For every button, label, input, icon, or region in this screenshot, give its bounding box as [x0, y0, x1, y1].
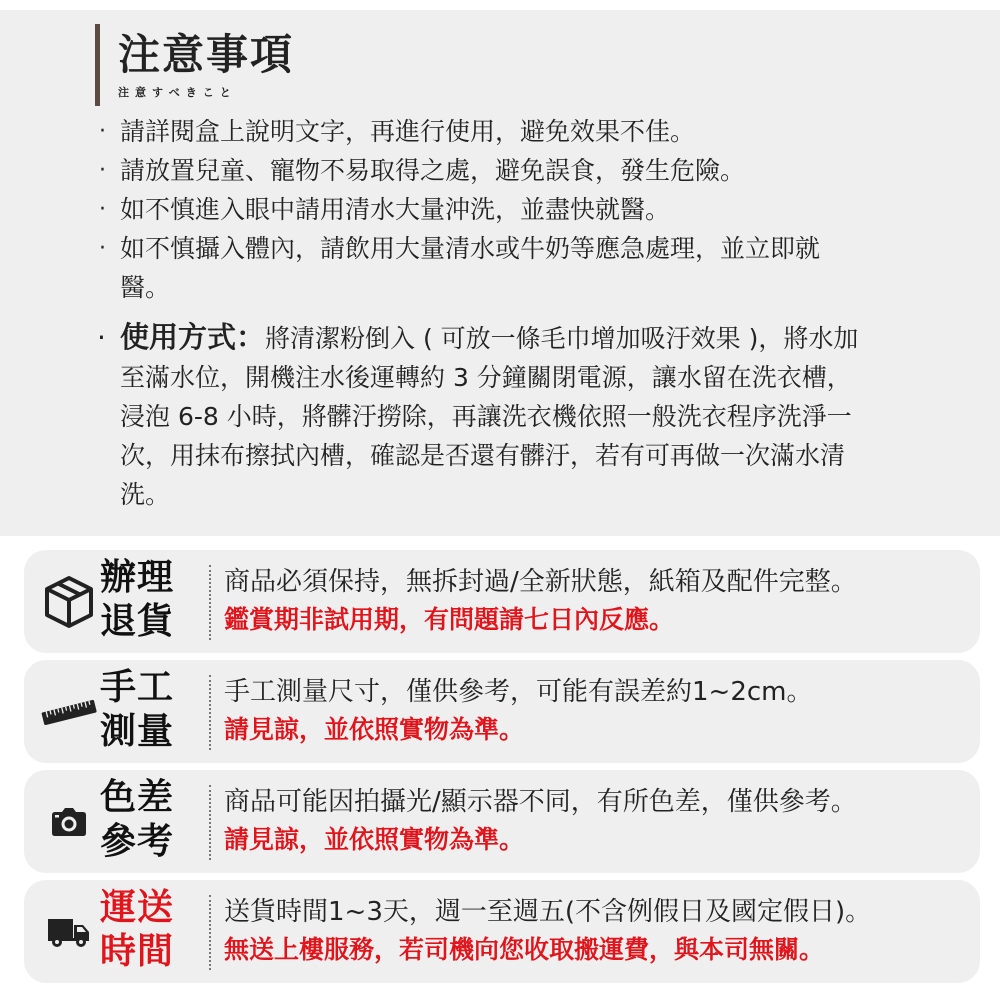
list-item [94, 190, 914, 229]
card-description: 送貨時間1~3天，週一至週五(不含例假日及國定假日)。 [224, 897, 872, 927]
notice-title: 注意事項 [118, 30, 295, 79]
bullet-dot: · [99, 119, 106, 144]
card-divider [209, 785, 211, 860]
bullet-dot: · [99, 158, 106, 183]
list-item-text: 如不慎進入眼中請用清水大量沖洗，並盡快就醫。 [120, 195, 671, 224]
list-item [94, 151, 914, 190]
color-difference-card [24, 770, 980, 873]
notice-list [94, 112, 914, 514]
card-warning: 鑑賞期非試用期，有問題請七日內反應。 [224, 605, 675, 634]
title-accent-bar [95, 24, 100, 106]
usage-label: 使用方式： [120, 320, 266, 354]
card-description: 商品必須保持，無拆封過/全新狀態，紙箱及配件完整。 [224, 567, 857, 597]
list-item-text: 請詳閱盒上說明文字，再進行使用，避免效果不佳。 [120, 117, 696, 146]
card-divider [209, 895, 211, 970]
card-category-label: 手工 測量 [100, 667, 175, 752]
returns-card [24, 550, 980, 653]
card-divider [209, 675, 211, 750]
card-description: 商品可能因拍攝光/顯示器不同，有所色差，僅供參考。 [224, 787, 857, 817]
notice-subtitle: 注意すべきこと [118, 86, 237, 99]
card-warning: 請見諒，並依照實物為準。 [224, 715, 525, 744]
delivery-card [24, 880, 980, 983]
card-category-label: 運送 時間 [100, 887, 175, 972]
box-icon [34, 573, 104, 631]
bullet-dot: · [97, 321, 106, 354]
list-item-text: 請放置兒童、寵物不易取得之處，避免誤食，發生危險。 [120, 156, 746, 185]
camera-icon [34, 793, 104, 851]
truck-icon [34, 903, 104, 961]
bullet-dot: · [99, 197, 106, 222]
card-warning: 無送上樓服務，若司機向您收取搬運費，與本司無關。 [224, 935, 825, 964]
list-item-text: 如不慎攝入體內，請飲用大量清水或牛奶等應急處理，並立即就醫。 [120, 234, 821, 302]
card-warning: 請見諒，並依照實物為準。 [224, 825, 525, 854]
list-item [94, 229, 840, 307]
measurement-card [24, 660, 980, 763]
bullet-dot: · [99, 236, 106, 261]
ruler-icon [34, 683, 104, 741]
card-description: 手工測量尺寸，僅供參考，可能有誤差約1~2cm。 [224, 677, 813, 707]
card-category-label: 色差 參考 [100, 777, 175, 862]
usage-text: 將清潔粉倒入 ( 可放一條毛巾增加吸汙效果 )，將水加至滿水位，開機注水後運轉約 3 分鐘關閉電源，讓水留在洗衣槽，浸泡 6-8 小時，將髒汙撈除，再讓洗衣機依照一般洗衣程序洗淨一次，用抹布擦拭內槽，確認是否還有髒汙，若有可再做一次滿水清洗。 [120, 324, 859, 509]
card-divider [209, 565, 211, 640]
notice-panel [0, 10, 1000, 536]
usage-item [94, 318, 870, 514]
list-item [94, 112, 914, 151]
card-category-label: 辦理 退貨 [100, 557, 175, 642]
